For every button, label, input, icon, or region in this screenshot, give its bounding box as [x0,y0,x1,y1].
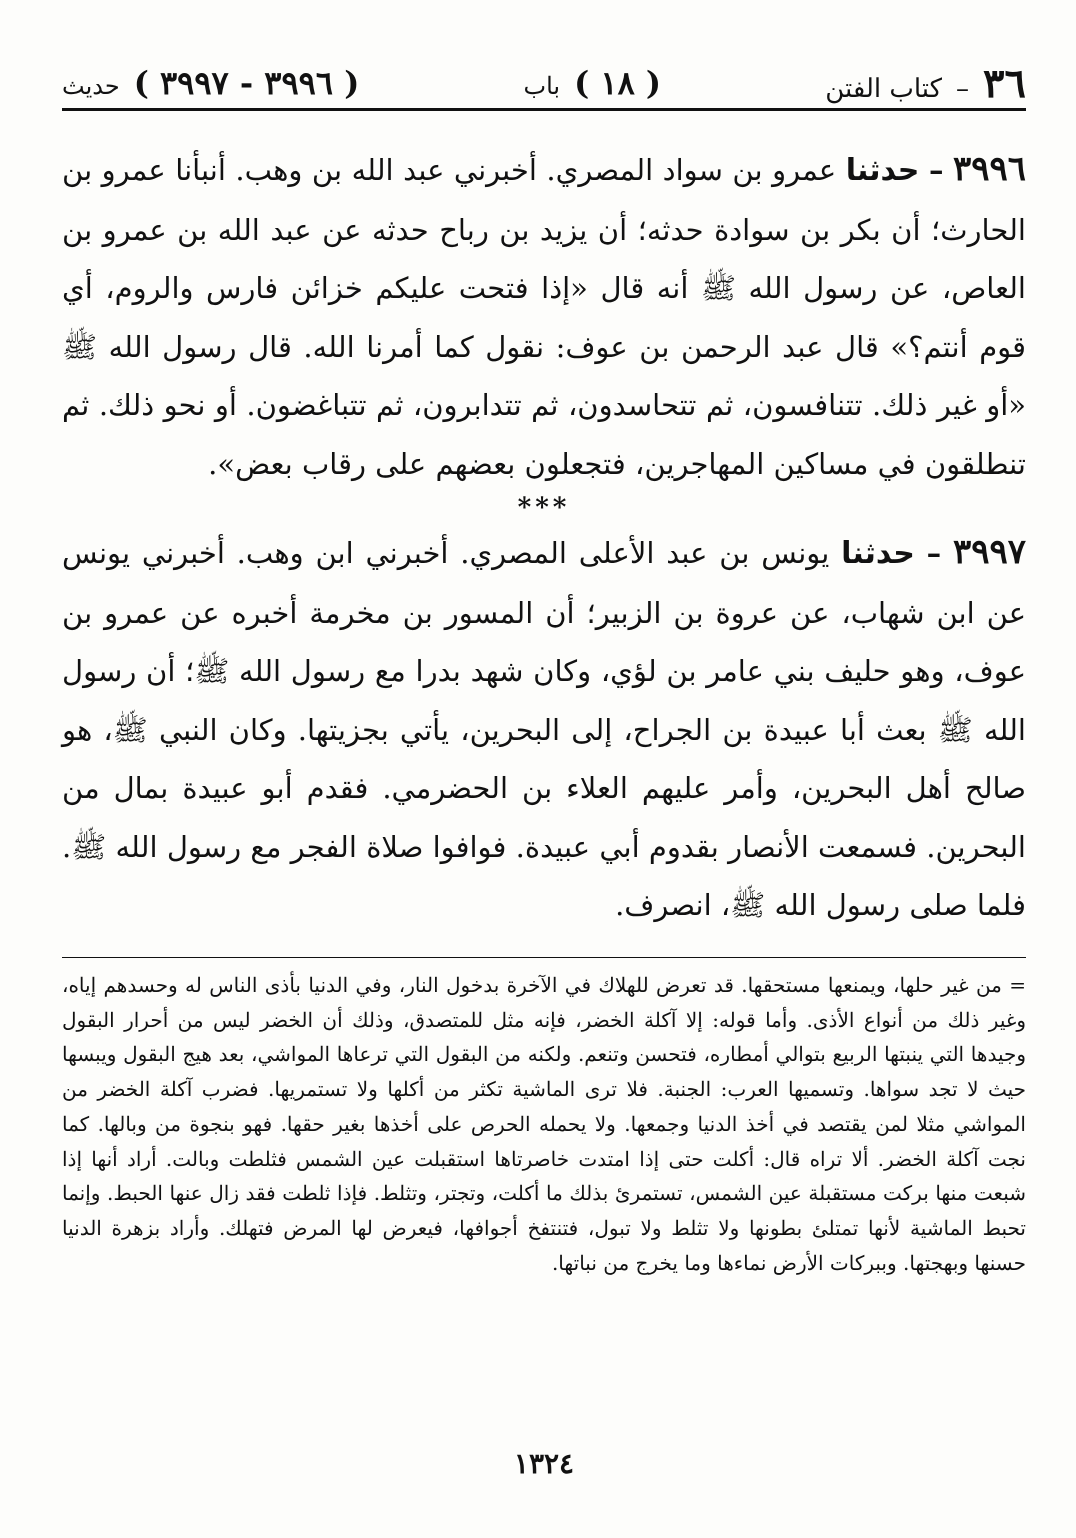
hadith-3996 [62,140,1026,493]
header-book-info [825,60,1026,107]
hadith-dash: – [928,153,944,187]
hadith-label: حدثنا [841,536,915,571]
hadith-number: ٣٩٩٦ [953,149,1027,189]
running-header [62,58,1026,111]
hadith-dash: – [926,536,942,570]
hadith-label: حدثنا [845,153,920,188]
hadith-text: يونس بن عبد الأعلى المصري. أخبرني ابن وهب. أخبرني يونس عن ابن شهاب، عن عروة بن الزبير؛ أن المسور بن مخرمة أخبره عن عمرو بن عوف، وهو حليف بني عامر بن لؤي، وكان شهد بدرا مع رسول الله ﷺ؛ أن رسول الله ﷺ بعث أبا عبيدة بن الجراح، إلى البحرين، يأتي بجزيتها. وكان النبي ﷺ، هو صالح أهل البحرين، وأمر عليهم العلاء بن الحضرمي. فقدم أبو عبيدة بمال من البحرين. فسمعت الأنصار بقدوم أبي عبيدة. فوافوا صلاة الفجر مع رسول الله ﷺ. فلما صلى رسول الله ﷺ، انصرف. [62,536,1026,922]
main-text [62,140,1026,935]
hadith-paragraph [62,523,1026,935]
folio-page-number: ١٣٢٤ [513,1447,575,1480]
hadith-text: عمرو بن سواد المصري. أخبرني عبد الله بن وهب. أنبأنا عمرو بن الحارث؛ أن بكر بن سوادة حدثه؛ أن يزيد بن رباح حدثه عن عبد الله بن عمرو بن العاص، عن رسول الله ﷺ أنه قال «إذا فتحت عليكم خزائن فارس والروم، أي قوم أنتم؟» قال عبد الرحمن بن عوف: نقول كما أمرنا الله. قال رسول الله ﷺ «أو غير ذلك. تتنافسون، ثم تتحاسدون، ثم تتدابرون، ثم تتباغضون. أو نحو ذلك. ثم تنطلقون في مساكين المهاجرين، فتجعلون بعضهم على رقاب بعض». [62,153,1026,481]
section-divider: *** [517,493,571,523]
header-page-number: ٣٦ [983,59,1026,107]
header-book-title: كتاب الفتن [825,73,943,104]
footnote [62,968,1026,1280]
header-hadith-info [62,64,359,102]
header-chapter-info [524,64,662,102]
header-chapter-label: باب [523,72,561,100]
header-dash: – [956,73,970,104]
hadith-number: ٣٩٩٧ [952,532,1026,572]
header-chapter-number: ( ١٨ ) [574,64,662,102]
footnote-text: = من غير حلها، ويمنعها مستحقها. قد تعرض للهلاك في الآخرة بدخول النار، وفي الدنيا بأذى الناس له وحسدهم إياه، وغير ذلك من أنواع الأذى. وأما قوله: إلا آكلة الخضر، فإنه مثل للمتصدق، وذلك أن الخضر ليس من أحرار البقول وجيدها التي ينبتها الربيع بتوالي أمطاره، فتحسن وتنعم. ولكنه من البقول التي ترعاها المواشي، بعد هيج البقول ويبسها حيث لا تجد سواها. وتسميها العرب: الجنبة. فلا ترى الماشية تكثر من أكلها ولا تستمريها. فضرب آكلة الخضر من المواشي مثلا لمن يقتصد في أخذ الدنيا وجمعها. ولا يحمله الحرص على أخذها بغير حقها. فهو بنجوة من وبالها. كما نجت آكلة الخضر. ألا تراه قال: أكلت حتى إذا امتدت خاصرتاها استقبلت عين الشمس فثلطت وبالت. أراد أنها إذا شبعت منها بركت مستقبلة عين الشمس، تستمرئ بذلك ما أكلت، وتجتر، وتثلط. فإذا ثلطت فقد زال عنها الحبط. وإنما تحبط الماشية لأنها تمتلئ بطونها ولا تثلط ولا تبول، فتنتفخ أجوافها، فيعرض لها المرض فتهلك. وأراد بزهرة الدنيا حسنها وبهجتها. وببركات الأرض نماءها وما يخرج من نباتها. [62,973,1027,1275]
hadith-3997 [62,523,1026,935]
header-hadith-range: ( ٣٩٩٦ - ٣٩٩٧ ) [133,64,360,102]
header-hadith-label: حديث [62,72,120,100]
hadith-paragraph [62,140,1026,493]
footnote-rule [62,957,1026,958]
